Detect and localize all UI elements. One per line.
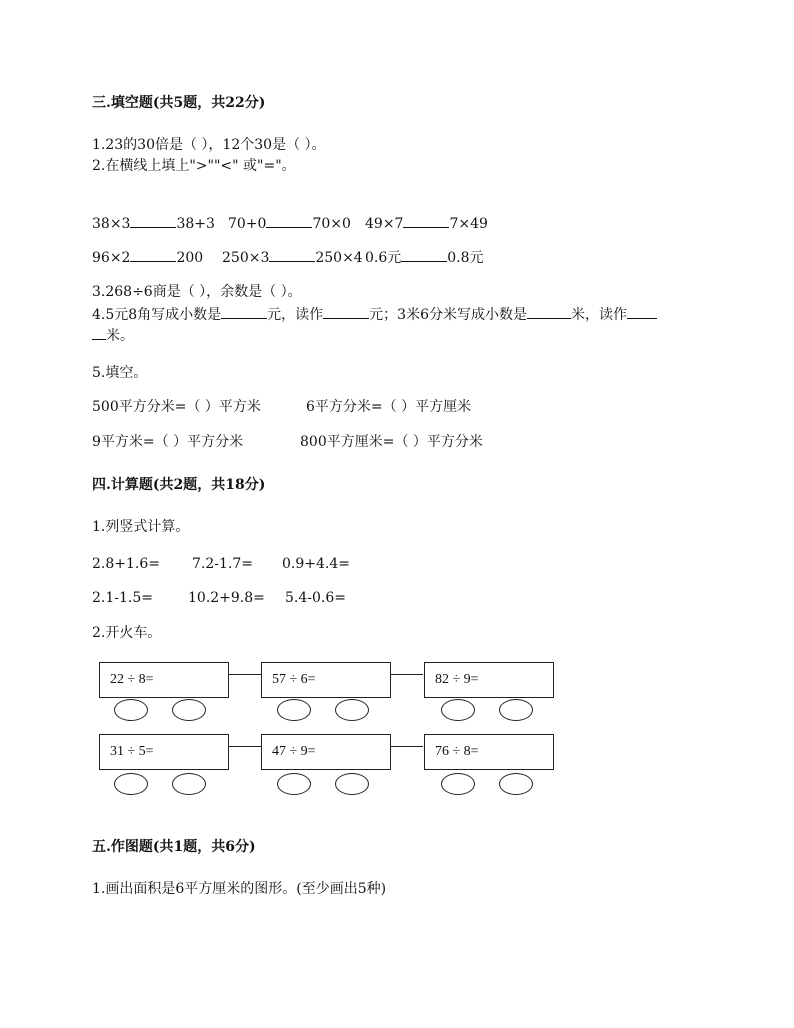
compare-right: 0.8元 [447, 250, 484, 266]
compare-row-1b [228, 213, 351, 233]
compare-left: 70+0 [228, 216, 267, 232]
compare-row-2c [365, 247, 484, 267]
answer-blank[interactable] [266, 213, 312, 228]
compare-row-1c [365, 213, 488, 233]
compare-row-2 [92, 247, 203, 267]
wheel-icon [114, 773, 148, 795]
train-connector [229, 674, 261, 675]
answer-blank[interactable] [92, 325, 106, 340]
q4-text-1: 4.5元8角写成小数是 [92, 307, 222, 323]
q4-tail-text: 米。 [106, 328, 134, 344]
question-1: 1.23的30倍是（ ），12个30是（ ）。 [92, 137, 326, 153]
q5-item: 6平方分米=（ ）平方厘米 [306, 399, 472, 415]
train-connector [391, 674, 423, 675]
compare-row-2b [222, 247, 363, 267]
answer-blank[interactable] [401, 247, 447, 262]
train-car [261, 662, 391, 698]
q4-text-4: 米，读作 [571, 307, 627, 323]
train-car [424, 662, 554, 698]
answer-blank[interactable] [323, 304, 369, 319]
drawing-question-1: 1.画出面积是6平方厘米的图形。(至少画出5种) [92, 881, 387, 897]
train-expression: 31 ÷ 5= [110, 744, 154, 759]
compare-left: 49×7 [365, 216, 404, 232]
calc-item: 0.9+4.4= [282, 556, 350, 572]
calc-item: 10.2+9.8= [188, 590, 265, 606]
question-2: 2.在横线上填上">""<" 或"="。 [92, 158, 296, 174]
calc-item: 5.4-0.6= [285, 590, 346, 606]
train-expression: 22 ÷ 8= [110, 672, 154, 687]
answer-blank[interactable] [403, 213, 449, 228]
wheel-icon [441, 699, 475, 721]
wheel-icon [335, 773, 369, 795]
answer-blank[interactable] [269, 247, 315, 262]
section4-heading: 四.计算题(共2题，共18分) [92, 477, 266, 493]
wheel-icon [172, 773, 206, 795]
compare-left: 96×2 [92, 250, 131, 266]
wheel-icon [441, 773, 475, 795]
q4-text-2: 元，读作 [267, 307, 324, 323]
compare-left: 38×3 [92, 216, 131, 232]
compare-right: 200 [176, 250, 204, 266]
wheel-icon [172, 699, 206, 721]
q5-item: 500平方分米=（ ）平方米 [92, 399, 261, 415]
train-car [99, 734, 229, 770]
compare-row-1 [92, 213, 215, 233]
train-car [424, 734, 554, 770]
calc-question-2: 2.开火车。 [92, 625, 162, 641]
q5-item: 9平方米=（ ）平方分米 [92, 434, 244, 450]
answer-blank[interactable] [130, 247, 176, 262]
answer-blank[interactable] [221, 304, 267, 319]
q5-item: 800平方厘米=（ ）平方分米 [300, 434, 483, 450]
wheel-icon [114, 699, 148, 721]
wheel-icon [499, 699, 533, 721]
calc-item: 2.1-1.5= [92, 590, 153, 606]
wheel-icon [499, 773, 533, 795]
section3-heading: 三.填空题(共5题，共22分) [92, 95, 266, 111]
train-car [99, 662, 229, 698]
q4-text-3: 元；3米6分米写成小数是 [369, 307, 527, 323]
compare-right: 70×0 [312, 216, 351, 232]
compare-left: 250×3 [222, 250, 270, 266]
train-car [261, 734, 391, 770]
train-expression: 82 ÷ 9= [435, 672, 479, 687]
answer-blank[interactable] [130, 213, 176, 228]
question-4-tail [92, 325, 134, 345]
calc-item: 7.2-1.7= [192, 556, 253, 572]
train-expression: 76 ÷ 8= [435, 744, 479, 759]
question-3: 3.268÷6商是（ ），余数是（ ）。 [92, 284, 302, 300]
wheel-icon [277, 773, 311, 795]
train-expression: 57 ÷ 6= [272, 672, 316, 687]
question-5: 5.填空。 [92, 365, 148, 381]
compare-right: 38+3 [176, 216, 215, 232]
answer-blank[interactable] [627, 304, 657, 319]
compare-right: 7×49 [449, 216, 488, 232]
compare-left: 0.6元 [365, 250, 402, 266]
wheel-icon [277, 699, 311, 721]
calc-question-1: 1.列竖式计算。 [92, 519, 190, 535]
calc-item: 2.8+1.6= [92, 556, 160, 572]
train-connector [391, 746, 423, 747]
section5-heading: 五.作图题(共1题，共6分) [92, 839, 256, 855]
train-connector [229, 746, 261, 747]
compare-right: 250×4 [315, 250, 363, 266]
wheel-icon [335, 699, 369, 721]
train-expression: 47 ÷ 9= [272, 744, 316, 759]
answer-blank[interactable] [527, 304, 571, 319]
question-4 [92, 304, 657, 324]
